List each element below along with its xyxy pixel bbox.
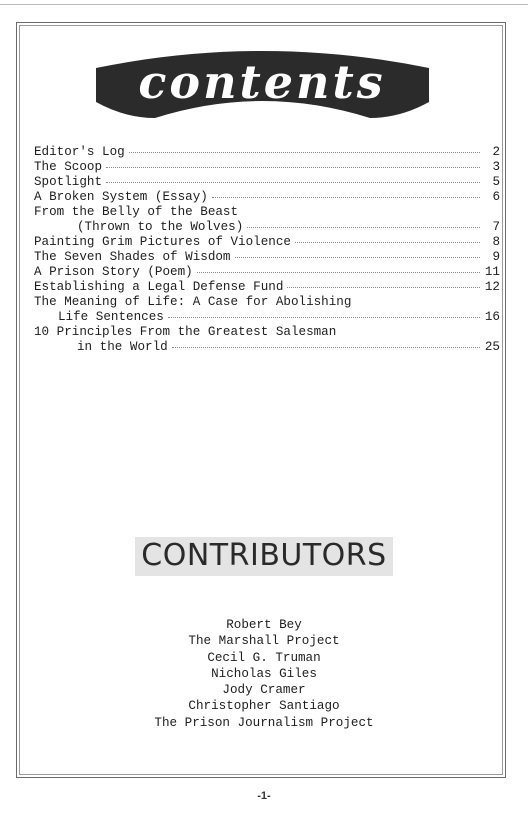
dot-leader [168,317,480,318]
toc-entry[interactable]: The Seven Shades of Wisdom 9 [34,250,500,264]
contributor-name: Christopher Santiago [188,699,340,714]
contents-title: contents [138,55,386,109]
dot-leader [295,242,480,243]
contents-banner-graphic [90,40,435,120]
dot-leader [235,257,481,258]
toc-entry[interactable]: The Meaning of Life: A Case for Abolishing Life Sentences 16 [34,295,500,324]
contributor-name: The Marshall Project [188,634,340,649]
toc-entry[interactable]: Painting Grim Pictures of Violence 8 [34,235,500,249]
page-number: -1- [257,790,271,802]
contributor-name: The Prison Journalism Project [154,715,374,730]
table-of-contents [34,145,500,355]
top-rule [0,4,528,5]
dot-leader [247,227,480,228]
contributor-name: Jody Cramer [222,683,306,698]
contributor-name: Robert Bey [226,618,302,632]
toc-entry[interactable]: A Broken System (Essay) 6 [34,190,500,204]
contributor-name: Nicholas Giles [211,666,317,681]
toc-entry[interactable]: Spotlight 5 [34,175,500,189]
contents-banner [90,40,435,120]
toc-entry[interactable]: 10 Principles From the Greatest Salesman in the World 25 [34,325,500,354]
toc-entry[interactable]: A Prison Story (Poem) 11 [34,265,500,279]
dot-leader [212,197,480,198]
contributors-heading [0,537,528,576]
dot-leader [197,272,480,273]
contributor-name: Cecil G. Truman [207,650,321,665]
contributors-heading-text: CONTRIBUTORS [135,537,392,576]
dot-leader [287,287,480,288]
dot-leader [172,347,480,348]
toc-entry-title-line: From the Belly of the Beast [34,205,239,219]
dot-leader [106,182,480,183]
toc-entry[interactable]: The Scoop 3 [34,160,500,174]
dot-leader [129,152,480,153]
toc-entry[interactable]: Establishing a Legal Defense Fund 12 [34,280,500,294]
contributors-list [0,617,528,731]
toc-entry[interactable]: Editor's Log 2 [34,145,500,159]
dot-leader [106,167,480,168]
toc-entry-title-line: The Meaning of Life: A Case for Abolishing [34,295,352,309]
toc-entry[interactable]: From the Belly of the Beast (Thrown to the Wolves) 7 [34,205,500,234]
toc-entry-title-line: 10 Principles From the Greatest Salesman [34,325,337,339]
